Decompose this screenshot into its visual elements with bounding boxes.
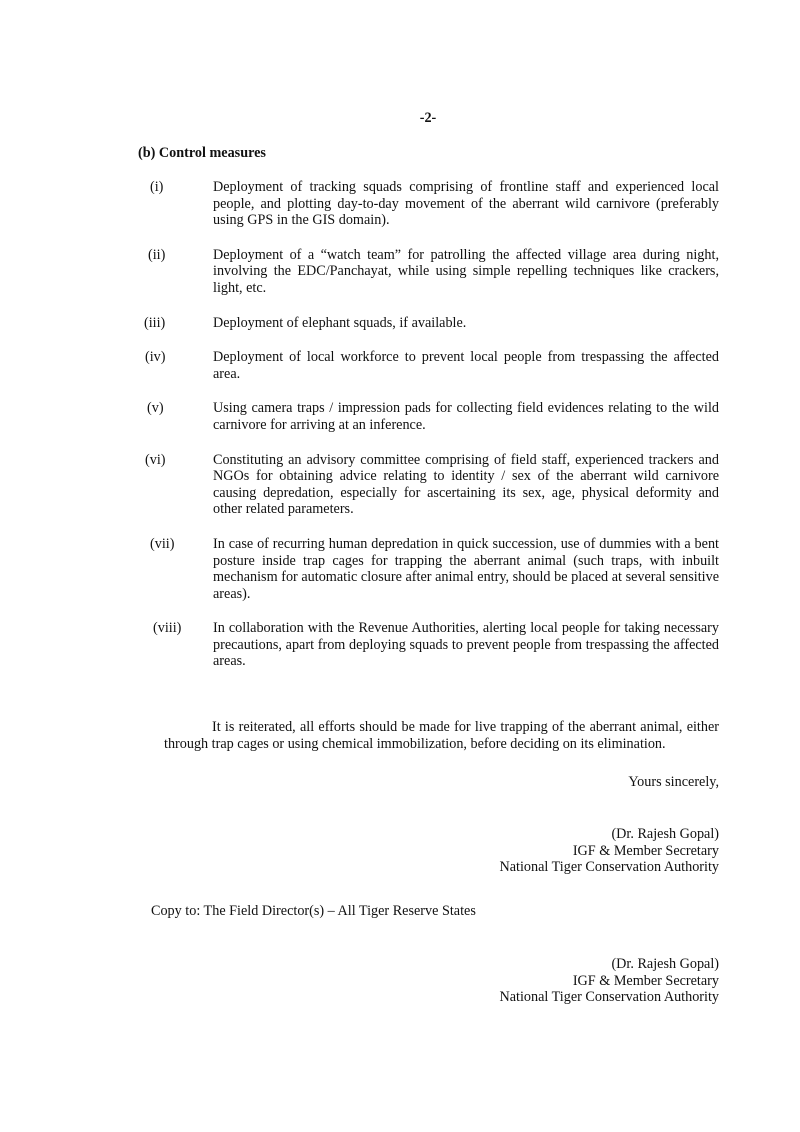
- signoff: Yours sincerely,: [628, 774, 719, 790]
- item-number: (viii): [153, 620, 182, 637]
- control-measures-list: [138, 179, 719, 688]
- copy-to-line: Copy to: The Field Director(s) – All Tiger Reserve States: [151, 903, 476, 919]
- signature-block: [499, 956, 719, 1006]
- item-text: Deployment of elephant squads, if available.: [213, 314, 467, 331]
- signatory-organization: National Tiger Conservation Authority: [499, 859, 719, 876]
- list-item: [138, 247, 719, 297]
- signature-block: [499, 826, 719, 876]
- signatory-title: IGF & Member Secretary: [572, 972, 719, 989]
- item-text: Constituting an advisory committee comprising of field staff, experienced trackers and NGOs for obtaining advice relating to identity / sex of the aberrant wild carnivore causing depredation, especially for ascertaining its sex, age, physical deformity and other related parameters.: [213, 451, 719, 518]
- signatory-organization: National Tiger Conservation Authority: [499, 989, 719, 1006]
- item-number: (ii): [148, 246, 166, 263]
- section-heading: (b) Control measures: [138, 145, 266, 161]
- signatory-name: (Dr. Rajesh Gopal): [611, 956, 719, 972]
- list-item: [138, 620, 719, 670]
- closing-paragraph: It is reiterated, all efforts should be made for live trapping of the aberrant animal, either through trap cages or using chemical immobilization, before deciding on its elimination.: [164, 719, 719, 752]
- list-item: [138, 315, 719, 332]
- item-number: (iv): [145, 349, 166, 366]
- signatory-title: IGF & Member Secretary: [572, 842, 719, 859]
- list-item: [138, 536, 719, 602]
- item-number: (v): [147, 400, 164, 417]
- item-text: In case of recurring human depredation in quick succession, use of dummies with a bent posture inside trap cages for trapping the aberrant animal (such traps, with inbuilt mechanism for automatic closure after animal entry, should be placed at several sensitive areas).: [213, 535, 719, 602]
- item-text: Deployment of a “watch team” for patrolling the affected village area during night, involving the EDC/Panchayat, while using simple repelling techniques like crackers, light, etc.: [213, 246, 719, 296]
- item-number: (vi): [145, 451, 166, 468]
- item-number: (iii): [144, 314, 166, 331]
- item-text: Using camera traps / impression pads for collecting field evidences relating to the wild carnivore for arriving at an inference.: [213, 400, 719, 433]
- list-item: [138, 349, 719, 382]
- item-text: Deployment of tracking squads comprising of frontline staff and experienced local people, and plotting day-to-day movement of the aberrant wild carnivore (preferably using GPS in the GIS domain).: [213, 179, 719, 229]
- list-item: [138, 179, 719, 229]
- item-text: Deployment of local workforce to prevent local people from trespassing the affected area.: [213, 349, 719, 382]
- item-number: (i): [150, 179, 164, 195]
- item-number: (vii): [150, 535, 175, 552]
- item-text: In collaboration with the Revenue Authorities, alerting local people for taking necessary precautions, apart from deploying squads to prevent people from trespassing the affected areas.: [213, 620, 719, 670]
- signatory-name: (Dr. Rajesh Gopal): [611, 826, 719, 842]
- list-item: [138, 400, 719, 433]
- page-number: -2-: [419, 110, 437, 126]
- list-item: [138, 452, 719, 518]
